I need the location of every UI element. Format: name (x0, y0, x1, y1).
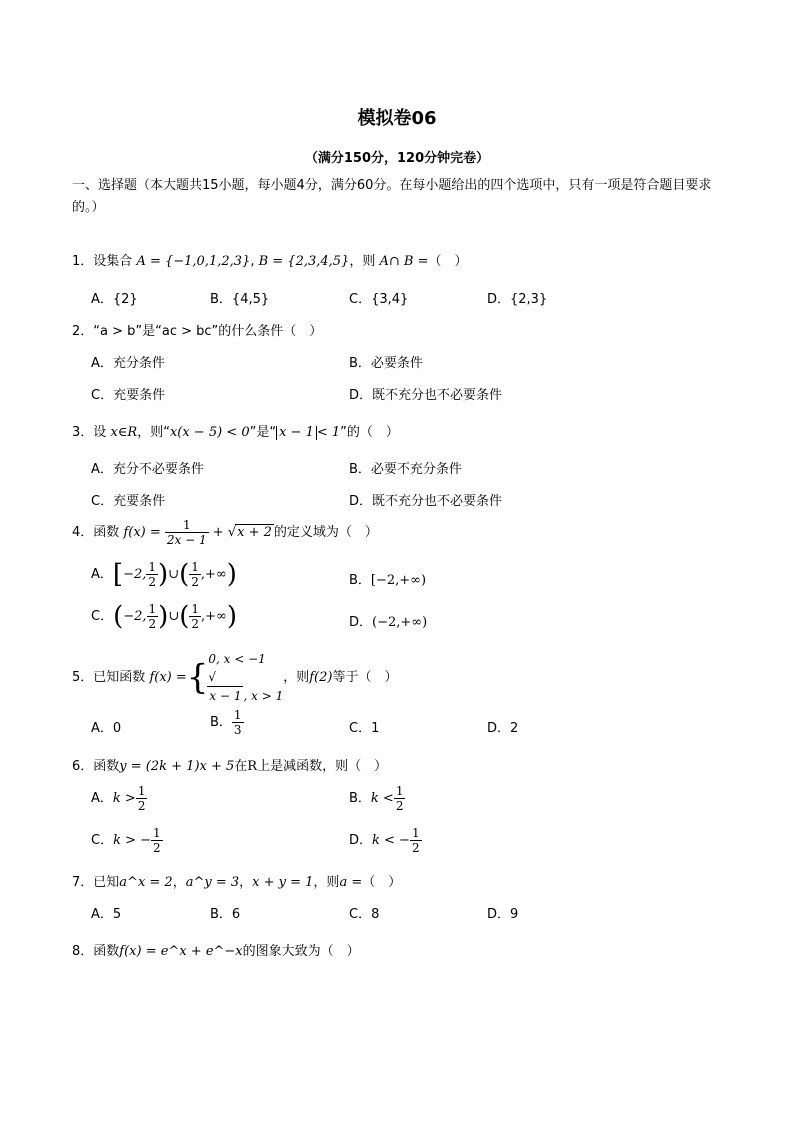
question-text: 在 (234, 759, 248, 774)
x-in-r: x∈R (110, 425, 138, 440)
option-a[interactable]: A．0 (91, 721, 122, 736)
numerator: 1 (137, 784, 146, 798)
denominator: 2 (148, 575, 156, 589)
inequality: k > − (113, 833, 152, 848)
option-b[interactable] (210, 708, 244, 737)
brace-icon: { (186, 657, 209, 698)
question-number: 2． (72, 324, 94, 339)
fraction (394, 784, 406, 813)
question-8 (72, 940, 360, 959)
comma: , (250, 254, 255, 269)
numerator: 1 (153, 826, 161, 840)
numerator: 1 (191, 560, 199, 574)
question-text: 上是减函数，则（ ） (257, 759, 388, 774)
section-heading: 一、选择题（本大题共15小题，每小题4分，满分60分。在每小题给出的四个选项中，只有一项是符合题目要求的。） (72, 178, 712, 215)
question-text: ，则“ (137, 425, 170, 440)
question-2 (72, 320, 322, 339)
question-text: 设 (93, 425, 107, 440)
union: ∪ (168, 567, 180, 582)
option-label: B． (210, 715, 232, 730)
paren-icon: ( (179, 559, 190, 590)
paren-icon: ( (179, 601, 190, 632)
question-text: 函数 (93, 525, 120, 540)
denominator: 2 (395, 799, 404, 813)
question-number: 8． (72, 944, 94, 959)
f-of-2: f(2) (309, 670, 333, 685)
denominator: 2 (137, 799, 146, 813)
question-text: 等于（ ） (332, 670, 398, 685)
numerator: 1 (148, 560, 156, 574)
equation-1: a^x = 2 (119, 875, 173, 890)
union: ∪ (168, 609, 180, 624)
option-c[interactable]: C．充要条件 (91, 388, 166, 403)
condition-1: x(x − 5) < 0 (169, 425, 250, 440)
neg-two: −2, (123, 609, 147, 624)
denominator: 3 (233, 723, 242, 737)
question-number: 6． (72, 759, 94, 774)
option-value: (−2,+∞) (372, 615, 428, 630)
set-a: A = {−1,0,1,2,3} (136, 254, 251, 269)
real-set: R (247, 759, 258, 774)
question-text: “a > b”是“ac > bc”的什么条件（ ） (93, 324, 323, 339)
case-2 (208, 668, 283, 705)
infinity: ,+∞ (201, 609, 227, 624)
option-b[interactable] (349, 569, 426, 588)
question-number: 1． (72, 254, 94, 269)
option-c[interactable]: C．1 (349, 721, 380, 736)
option-c[interactable]: C．8 (349, 907, 380, 922)
numerator: 1 (191, 602, 200, 616)
fraction (147, 602, 159, 631)
fraction (189, 560, 201, 589)
inequality: k > (112, 791, 136, 806)
sqrt-body: x + 2 (237, 525, 272, 540)
set-b: B = {2,3,4,5} (258, 254, 350, 269)
function-label: f(x) = (149, 670, 187, 685)
denominator: 2 (191, 575, 199, 589)
option-c[interactable] (91, 602, 237, 631)
numerator: 1 (148, 602, 157, 616)
option-label: B． (349, 573, 371, 588)
paren-icon: ) (226, 559, 237, 590)
option-c[interactable]: C．{3,4} (349, 292, 409, 307)
option-label: D． (349, 833, 373, 848)
numerator: 1 (395, 784, 404, 798)
neg-two: −2, (123, 567, 147, 582)
paren-icon: ) (158, 559, 169, 590)
piecewise-cases (208, 650, 283, 705)
abs-value: x − 1 (276, 426, 317, 440)
denominator: 2 (411, 841, 420, 855)
condition-2-tail: < 1 (316, 425, 341, 440)
option-d[interactable]: D．既不充分也不必要条件 (349, 494, 503, 509)
option-label: A． (91, 791, 113, 806)
sqrt-sign: √ (208, 670, 217, 684)
inequality: k < − (372, 833, 410, 848)
numerator: 1 (411, 826, 420, 840)
question-6 (72, 755, 387, 774)
linear-expr: y = (2k + 1)x + 5 (119, 759, 235, 774)
question-4 (72, 518, 378, 547)
fraction (146, 560, 158, 589)
question-1 (72, 250, 468, 269)
equation-4: a = (339, 875, 363, 890)
fraction (410, 826, 422, 855)
question-text: ”的（ ） (340, 425, 399, 440)
question-text: 的定义域为（ ） (273, 525, 378, 540)
question-number: 7． (72, 875, 94, 890)
function-label: f(x) = (123, 525, 161, 540)
denominator: 2 (153, 841, 161, 855)
plus: + (212, 525, 224, 540)
question-text: ，则 (283, 670, 310, 685)
fraction (232, 708, 244, 737)
page-title: 模拟卷06 (357, 108, 437, 129)
option-a[interactable]: A．充分条件 (91, 356, 165, 371)
question-3 (72, 421, 399, 440)
option-c[interactable]: C．充要条件 (91, 494, 166, 509)
option-d[interactable] (349, 611, 427, 630)
option-b[interactable] (349, 784, 405, 813)
equation-3: x + y = 1 (252, 875, 314, 890)
fraction (165, 518, 209, 547)
question-text: ，则 (349, 254, 376, 269)
bracket-icon: [ (112, 559, 124, 590)
option-d[interactable]: D．2 (487, 721, 519, 736)
question-text: 函数 (93, 759, 120, 774)
infinity: ,+∞ (200, 567, 227, 582)
intersection-expr: A∩ B = (379, 254, 429, 269)
question-text: 已知 (93, 875, 120, 890)
question-text: 已知函数 (93, 670, 146, 685)
question-text: 函数 (93, 944, 120, 959)
option-d[interactable] (349, 826, 422, 855)
question-number: 3． (72, 425, 94, 440)
option-label: A． (91, 567, 113, 582)
function-expr: f(x) = e^x + e^−x (119, 944, 243, 959)
numerator: 1 (233, 708, 242, 722)
option-label: B． (349, 791, 371, 806)
question-text: ，则 (313, 875, 340, 890)
answer-paren: （ ） (428, 254, 468, 269)
option-label: D． (349, 615, 373, 630)
paren-icon: ( (113, 601, 124, 632)
sqrt-body: x − 1 (207, 686, 243, 705)
separator: ， (172, 875, 186, 890)
answer-paren: （ ） (362, 875, 402, 890)
fraction (189, 602, 201, 631)
denominator: 2 (191, 617, 200, 631)
question-text: 的图象大致为（ ） (242, 944, 360, 959)
option-b[interactable]: B．{4,5} (210, 292, 270, 307)
option-a[interactable]: A．{2} (91, 292, 138, 307)
option-a[interactable] (91, 560, 237, 589)
numerator: 1 (165, 518, 209, 533)
option-value: [−2,+∞) (370, 573, 427, 588)
fraction (151, 826, 163, 855)
paren-icon: ) (158, 601, 169, 632)
question-5 (72, 650, 397, 705)
question-text: 设集合 (93, 254, 133, 269)
fraction (136, 784, 148, 813)
option-d[interactable]: D．{2,3} (487, 292, 548, 307)
question-text: ”是“ (249, 425, 277, 440)
question-number: 4． (72, 525, 94, 540)
option-label: C． (91, 609, 114, 624)
question-7 (72, 871, 401, 890)
option-a[interactable]: A．充分不必要条件 (91, 462, 204, 477)
separator: ， (239, 875, 253, 890)
option-a[interactable]: A．5 (91, 907, 122, 922)
option-label: C． (91, 833, 114, 848)
denominator: 2x − 1 (166, 533, 207, 547)
paren-icon: ) (226, 601, 238, 632)
option-d[interactable]: D．9 (487, 907, 519, 922)
case-1: 0, x < −1 (208, 652, 266, 666)
option-b[interactable]: B．6 (210, 907, 241, 922)
denominator: 2 (148, 617, 157, 631)
inequality: k < (370, 791, 394, 806)
option-c[interactable] (91, 826, 163, 855)
page-subtitle: （满分150分，120分钟完卷） (304, 151, 490, 166)
option-a[interactable] (91, 784, 147, 813)
option-b[interactable]: B．必要不充分条件 (349, 462, 462, 477)
case-2-tail: , x > 1 (243, 689, 284, 703)
question-number: 5． (72, 670, 94, 685)
option-b[interactable]: B．必要条件 (349, 356, 423, 371)
sqrt-sign: √ (227, 525, 237, 540)
equation-2: a^y = 3 (185, 875, 240, 890)
option-d[interactable]: D．既不充分也不必要条件 (349, 388, 503, 403)
